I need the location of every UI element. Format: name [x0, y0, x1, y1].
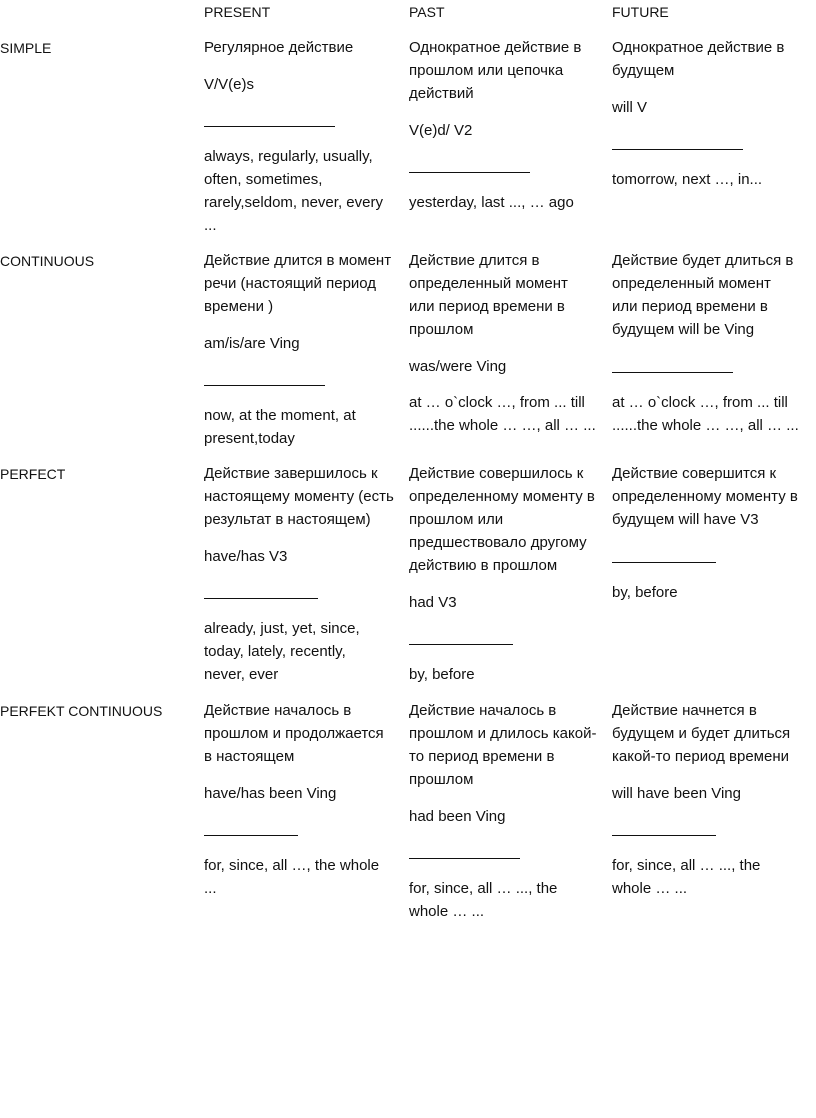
desc-line: Однократное действие в — [612, 39, 785, 56]
formula: had been Ving — [409, 808, 506, 825]
row-label-continuous: CONTINUOUS — [0, 253, 95, 269]
marker-line: tomorrow, next …, in... — [612, 171, 763, 188]
desc-line: Однократное действие в — [409, 39, 582, 56]
desc-line: действий — [409, 85, 474, 102]
desc-line: прошлом — [409, 771, 474, 788]
marker-line: by, before — [409, 666, 475, 683]
separator-line — [204, 598, 318, 599]
formula: V(e)d/ V2 — [409, 122, 473, 139]
separator-line — [612, 835, 716, 836]
desc-line: результат в настоящем) — [204, 511, 371, 528]
desc-line: или период времени в — [409, 298, 565, 315]
separator-line — [409, 172, 530, 173]
separator-line — [409, 858, 520, 859]
marker-line: ......the whole … …, all … ... — [612, 417, 799, 434]
marker-line: for, since, all … ..., the — [409, 880, 558, 897]
formula: have/has been Ving — [204, 785, 337, 802]
marker-line: yesterday, last ..., … ago — [409, 194, 574, 211]
desc-line: Действие длится в момент — [204, 252, 392, 269]
separator-line — [204, 835, 298, 836]
formula: V/V(e)s — [204, 76, 255, 93]
marker-line: for, since, all … ..., the — [612, 857, 761, 874]
desc-line: действию в прошлом — [409, 557, 558, 574]
formula: will V — [612, 99, 648, 116]
desc-line: Действие началось в — [409, 702, 557, 719]
marker-line: ... — [204, 217, 217, 234]
separator-line — [612, 562, 716, 563]
marker-line: now, at the moment, at — [204, 407, 356, 424]
separator-line — [612, 372, 733, 373]
header-future: FUTURE — [612, 4, 669, 20]
desc-line: определенный момент — [409, 275, 568, 292]
formula: have/has V3 — [204, 548, 288, 565]
formula: was/were Ving — [409, 358, 507, 375]
desc-line: Действие длится в — [409, 252, 540, 269]
desc-line: прошлом — [409, 321, 474, 338]
marker-line: often, sometimes, — [204, 171, 323, 188]
desc-line: определенному моменту в — [409, 488, 595, 505]
desc-line: определенному моменту в — [612, 488, 798, 505]
marker-line: ......the whole … …, all … ... — [409, 417, 596, 434]
desc-line: времени ) — [204, 298, 274, 315]
marker-line: ... — [204, 880, 217, 897]
marker-line: today, lately, recently, — [204, 643, 346, 660]
desc-line: прошлом или — [409, 511, 504, 528]
desc-line: настоящему моменту (есть — [204, 488, 394, 505]
desc-line: определенный момент — [612, 275, 771, 292]
marker-line: rarely,seldom, never, every — [204, 194, 383, 211]
row-label-simple: SIMPLE — [0, 40, 52, 56]
separator-line — [204, 126, 335, 127]
desc-line: прошлом и продолжается — [204, 725, 384, 742]
desc-line: Действие совершится к — [612, 465, 777, 482]
desc-line: речи (настоящий период — [204, 275, 377, 292]
separator-line — [612, 149, 743, 150]
formula: had V3 — [409, 594, 457, 611]
desc-line: в настоящем — [204, 748, 295, 765]
desc-line: Регулярное действие — [204, 39, 354, 56]
marker-line: never, ever — [204, 666, 279, 683]
marker-line: by, before — [612, 584, 678, 601]
desc-line: прошлом или цепочка — [409, 62, 564, 79]
desc-line: какой-то период времени — [612, 748, 789, 765]
row-label-perfect: PERFECT — [0, 466, 66, 482]
header-present: PRESENT — [204, 4, 271, 20]
marker-line: at … o`clock …, from ... till — [409, 394, 585, 411]
desc-line: Действие завершилось к — [204, 465, 378, 482]
marker-line: always, regularly, usually, — [204, 148, 373, 165]
desc-line: будущем will be Ving — [612, 321, 755, 338]
marker-line: at … o`clock …, from ... till — [612, 394, 788, 411]
desc-line: или период времени в — [612, 298, 768, 315]
separator-line — [409, 644, 513, 645]
row-label-perfect-continuous: PERFEKT CONTINUOUS — [0, 703, 163, 719]
formula: am/is/are Ving — [204, 335, 300, 352]
marker-line: whole … ... — [612, 880, 688, 897]
desc-line: Действие началось в — [204, 702, 352, 719]
marker-line: for, since, all …, the whole — [204, 857, 380, 874]
marker-line: whole … ... — [409, 903, 485, 920]
header-past: PAST — [409, 4, 445, 20]
desc-line: будущем — [612, 62, 675, 79]
desc-line: будущем will have V3 — [612, 511, 759, 528]
desc-line: Действие будет длиться в — [612, 252, 794, 269]
separator-line — [204, 385, 325, 386]
desc-line: Действие совершилось к — [409, 465, 584, 482]
desc-line: прошлом и длилось какой- — [409, 725, 597, 742]
desc-line: то период времени в — [409, 748, 555, 765]
marker-line: present,today — [204, 430, 295, 447]
desc-line: предшествовало другому — [409, 534, 587, 551]
formula: will have been Ving — [612, 785, 741, 802]
desc-line: будущем и будет длиться — [612, 725, 791, 742]
marker-line: already, just, yet, since, — [204, 620, 360, 637]
desc-line: Действие начнется в — [612, 702, 757, 719]
